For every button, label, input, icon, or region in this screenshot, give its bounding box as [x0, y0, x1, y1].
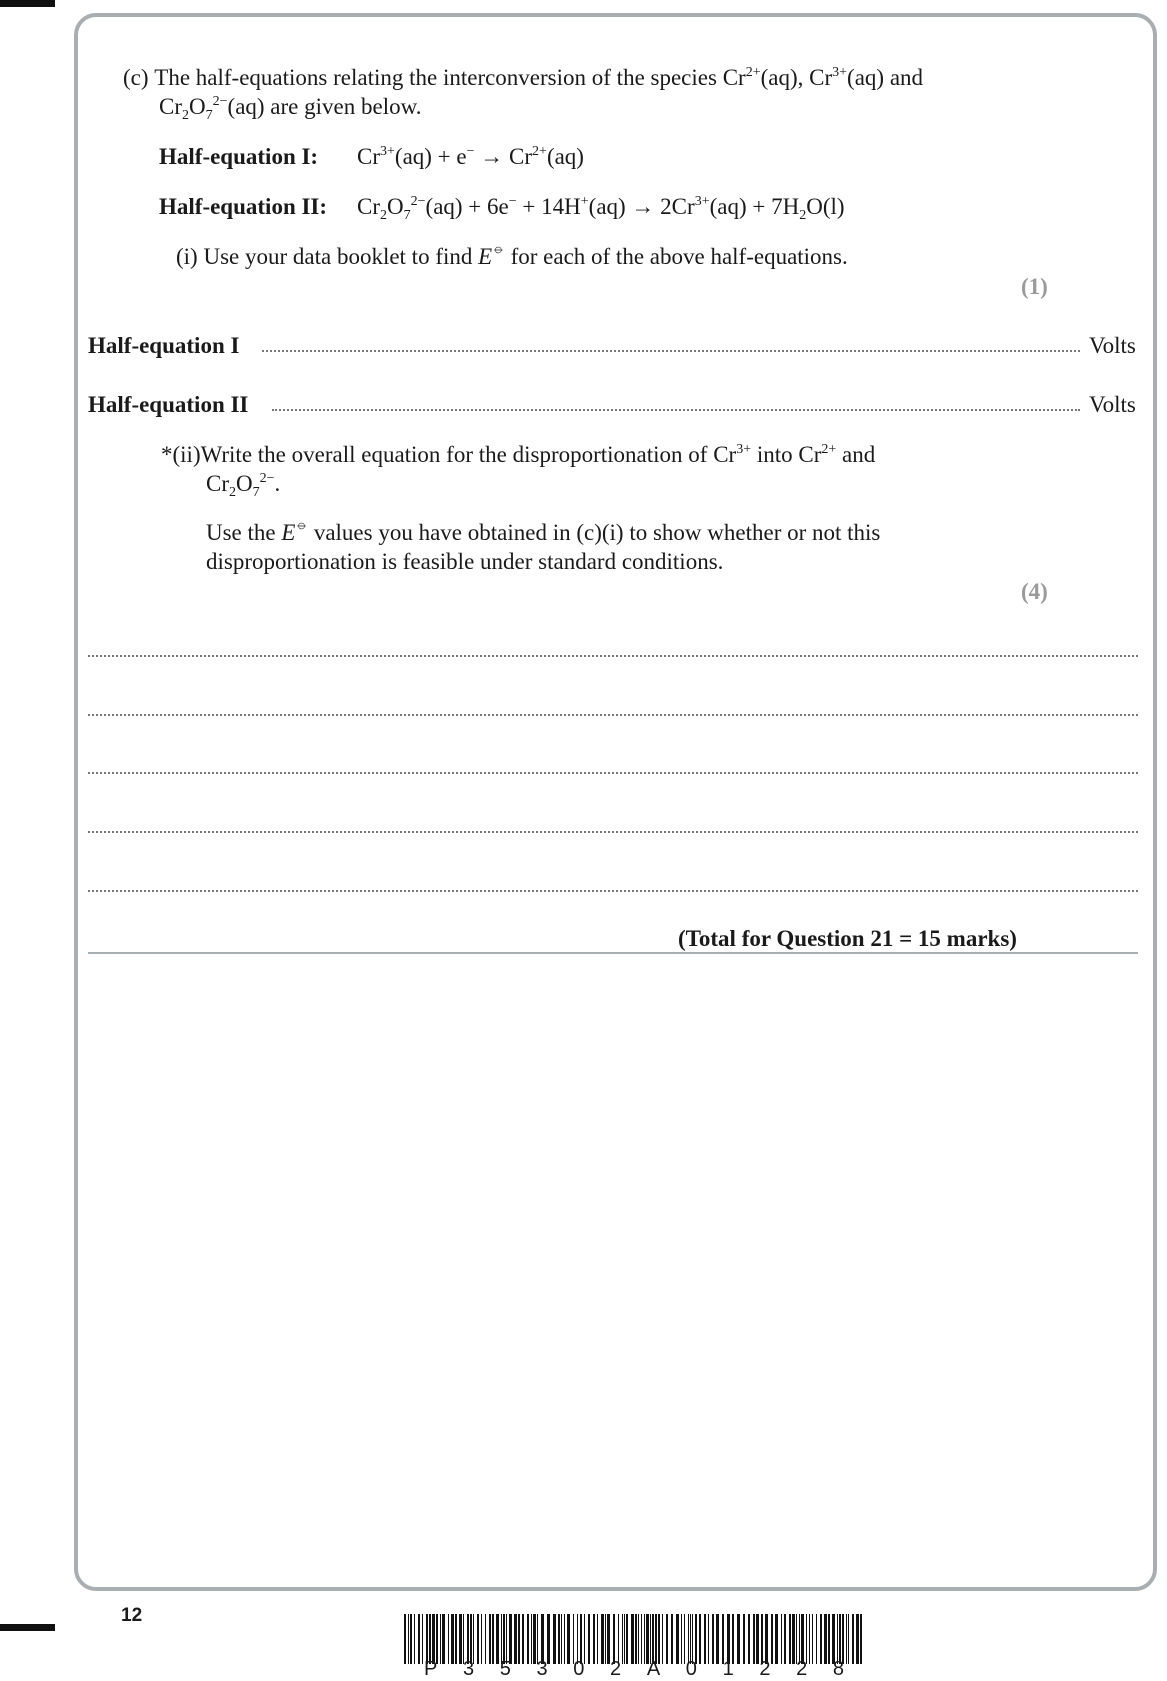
half-eq-2-label: Half-equation II:: [159, 194, 328, 219]
barcode-bar: [429, 1614, 431, 1664]
barcode-bar: [828, 1614, 830, 1664]
barcode-bar: [564, 1614, 565, 1664]
barcode-bar: [806, 1614, 807, 1664]
barcode-bar: [481, 1614, 482, 1664]
writing-line[interactable]: [88, 890, 1138, 892]
barcode-bar: [485, 1614, 486, 1664]
barcode-bar: [593, 1614, 595, 1664]
barcode-char: 2: [759, 1658, 771, 1680]
unit-volts-eq1: Volts: [1089, 333, 1136, 358]
barcode-bar: [531, 1614, 532, 1664]
barcode-bar: [684, 1614, 685, 1664]
barcode-bar: [708, 1614, 709, 1664]
barcode-bar: [567, 1614, 570, 1664]
barcode-char: 8: [832, 1658, 844, 1680]
barcode-bar: [765, 1614, 768, 1664]
barcode-bar: [533, 1614, 536, 1664]
barcode-bar: [553, 1614, 556, 1664]
standard-state-symbol: ⦵: [295, 517, 309, 533]
part-ii-marks: (4): [1021, 579, 1048, 604]
barcode-bar: [722, 1614, 724, 1664]
answer-line-eq1[interactable]: [262, 350, 1080, 352]
total-rule: [88, 952, 1138, 954]
barcode-bar: [695, 1614, 697, 1664]
barcode-char: A: [646, 1658, 661, 1680]
barcode-bar: [422, 1614, 423, 1664]
barcode-bar: [799, 1614, 800, 1664]
barcode-bar: [699, 1614, 701, 1664]
half-eq-2-equation: $Cr_2O_7^{2-}(aq) + 6e^- + 14H^+(aq) \to 2Cr^{3+}(aq) + 7H_2O(l)$: [357, 194, 845, 223]
barcode-bar: [842, 1614, 844, 1664]
barcode-bar: [641, 1614, 642, 1664]
half-eq-1-equation: $Cr^{3+}(aq) + e^- \to Cr^{2+}(aq)$: [357, 144, 584, 169]
barcode-char: 3: [462, 1658, 475, 1680]
barcode-bar: [588, 1614, 590, 1664]
barcode-bar: [470, 1614, 472, 1664]
barcode-bar: [852, 1614, 854, 1664]
barcode-bar: [652, 1614, 654, 1664]
barcode-bar: [418, 1614, 420, 1664]
writing-line[interactable]: [88, 772, 1138, 774]
barcode-bar: [492, 1614, 494, 1664]
barcode-bar: [662, 1614, 663, 1664]
barcode-bar: [624, 1614, 625, 1664]
barcode-bar: [522, 1614, 524, 1664]
barcode-bar: [756, 1614, 759, 1664]
barcode-bar: [666, 1614, 668, 1664]
part-c-intro: (c) The half-equations relating the interconversion of the species $Cr^{2+}(aq)$, $Cr^{3+}(aq)$ and: [123, 65, 924, 90]
part-ii-instruction: Use the E⦵ values you have obtained in (c)(i) to show whether or not this: [206, 517, 881, 545]
barcode-bar: [463, 1614, 464, 1664]
barcode-bar: [618, 1614, 619, 1664]
barcode-bar: [671, 1614, 673, 1664]
barcode-bar: [509, 1614, 512, 1664]
barcode-char: 2: [610, 1658, 622, 1680]
barcode-bar: [704, 1614, 706, 1664]
answer-line-eq2[interactable]: [272, 409, 1080, 411]
barcode-bar: [655, 1614, 657, 1664]
barcode-bar: [676, 1614, 679, 1664]
barcode-bar: [737, 1614, 740, 1664]
writing-line[interactable]: [88, 831, 1138, 833]
unit-volts-eq2: Volts: [1089, 392, 1136, 417]
part-ii-question-line2: $Cr_2O_7^{2-}$.: [206, 471, 281, 500]
barcode-bar: [832, 1614, 835, 1664]
barcode-bar: [796, 1614, 797, 1664]
barcode-bar: [455, 1614, 457, 1664]
edge-mark-bottom: [0, 1624, 55, 1631]
barcode-bar: [820, 1614, 822, 1664]
barcode-bar: [580, 1614, 582, 1664]
barcode-bar: [761, 1614, 763, 1664]
barcode-bar: [716, 1614, 719, 1664]
barcode-bar: [467, 1614, 469, 1664]
barcode-bar: [635, 1614, 637, 1664]
barcode-bar: [644, 1614, 645, 1664]
barcode-bar: [577, 1614, 578, 1664]
part-ii-question: *(ii)Write the overall equation for the disproportionation of $Cr^{3+}$ into $Cr^{2+}$ and: [161, 442, 876, 467]
barcode-bar: [537, 1614, 538, 1664]
barcode-char: P: [424, 1658, 438, 1680]
barcode-bar: [771, 1614, 773, 1664]
barcode-bar: [459, 1614, 462, 1664]
barcode-bar: [477, 1614, 479, 1664]
barcode-char: 3: [536, 1658, 548, 1680]
barcode-bar: [561, 1614, 562, 1664]
barcode-char: 0: [573, 1658, 585, 1680]
barcode-bar: [518, 1614, 520, 1664]
barcode-bar: [605, 1614, 606, 1664]
barcode-bar: [775, 1614, 778, 1664]
barcode-bar: [506, 1614, 507, 1664]
barcode-bar: [501, 1614, 502, 1664]
part-ii-instruction-line2: disproportionation is feasible under standard conditions.: [206, 549, 724, 574]
barcode-bar: [824, 1614, 827, 1664]
barcode-bar: [846, 1614, 847, 1664]
barcode-char: 0: [685, 1658, 697, 1680]
barcode-bar: [727, 1614, 730, 1664]
part-i-marks: (1): [1021, 274, 1048, 299]
barcode-bar: [558, 1614, 560, 1664]
answer-label-eq1: Half-equation I: [88, 333, 240, 358]
writing-line[interactable]: [88, 714, 1138, 716]
barcode-bar: [597, 1614, 598, 1664]
barcode-bar: [503, 1614, 505, 1664]
barcode-bar: [860, 1614, 862, 1664]
barcode-bar: [692, 1614, 693, 1664]
writing-line[interactable]: [88, 655, 1138, 657]
barcode-bar: [436, 1614, 438, 1664]
barcode-bar: [432, 1614, 435, 1664]
barcode-char: 5: [499, 1658, 511, 1680]
barcode-char: 2: [796, 1658, 808, 1680]
barcode-bar: [837, 1614, 838, 1664]
barcode-bar: [573, 1614, 574, 1664]
barcode-bar: [442, 1614, 445, 1664]
barcode-bar: [426, 1614, 428, 1664]
barcode-bar: [839, 1614, 841, 1664]
edge-mark-top: [0, 0, 55, 7]
barcode-bar: [732, 1614, 734, 1664]
barcode-bar: [792, 1614, 795, 1664]
barcode-bar: [809, 1614, 810, 1664]
barcode-bar: [646, 1614, 649, 1664]
half-eq-1-label: Half-equation I:: [159, 144, 319, 169]
barcode-bar: [748, 1614, 750, 1664]
part-c-intro-line2: $Cr_2O_7^{2-}(aq)$ are given below.: [159, 94, 422, 123]
barcode-bar: [638, 1614, 639, 1664]
barcode-bar: [743, 1614, 745, 1664]
barcode-bar: [681, 1614, 682, 1664]
page-number: 12: [121, 1605, 143, 1626]
barcode-bar: [607, 1614, 610, 1664]
barcode-bar: [448, 1614, 449, 1664]
barcode-bar: [856, 1614, 859, 1664]
barcode-bar: [650, 1614, 651, 1664]
barcode-bar: [451, 1614, 454, 1664]
barcode-bar: [496, 1614, 499, 1664]
barcode-bar: [688, 1614, 689, 1664]
answer-label-eq2: Half-equation II: [88, 392, 249, 417]
barcode-bar: [712, 1614, 714, 1664]
barcode-bar: [622, 1614, 623, 1664]
barcode-bar: [626, 1614, 628, 1664]
barcode-bar: [408, 1614, 409, 1664]
barcode-bar: [547, 1614, 550, 1664]
barcode-bar: [584, 1614, 585, 1664]
barcode-bar: [440, 1614, 441, 1664]
barcode-char: 1: [722, 1658, 734, 1680]
barcode-bar: [613, 1614, 615, 1664]
barcode-bar: [410, 1614, 412, 1664]
barcode-bar: [514, 1614, 517, 1664]
barcode-bar: [601, 1614, 604, 1664]
barcode: [404, 1614, 864, 1664]
barcode-bar: [414, 1614, 415, 1664]
barcode-bar: [404, 1614, 406, 1664]
barcode-bar: [658, 1614, 660, 1664]
barcode-bar: [489, 1614, 491, 1664]
barcode-bar: [631, 1614, 634, 1664]
barcode-bar: [801, 1614, 804, 1664]
barcode-bar: [541, 1614, 544, 1664]
barcode-bar: [812, 1614, 813, 1664]
barcode-bar: [527, 1614, 529, 1664]
barcode-bar: [690, 1614, 691, 1664]
barcode-bar: [781, 1614, 782, 1664]
standard-state-symbol: ⦵: [492, 241, 505, 257]
barcode-bar: [753, 1614, 755, 1664]
barcode-bar: [473, 1614, 474, 1664]
part-i-question: (i) Use your data booklet to find E⦵ for each of the above half-equations.: [176, 241, 848, 269]
barcode-text: [404, 1658, 864, 1681]
barcode-bar: [848, 1614, 849, 1664]
barcode-bar: [816, 1614, 817, 1664]
question-total: (Total for Question 21 = 15 marks): [678, 926, 1017, 951]
barcode-bar: [784, 1614, 786, 1664]
barcode-bar: [789, 1614, 791, 1664]
